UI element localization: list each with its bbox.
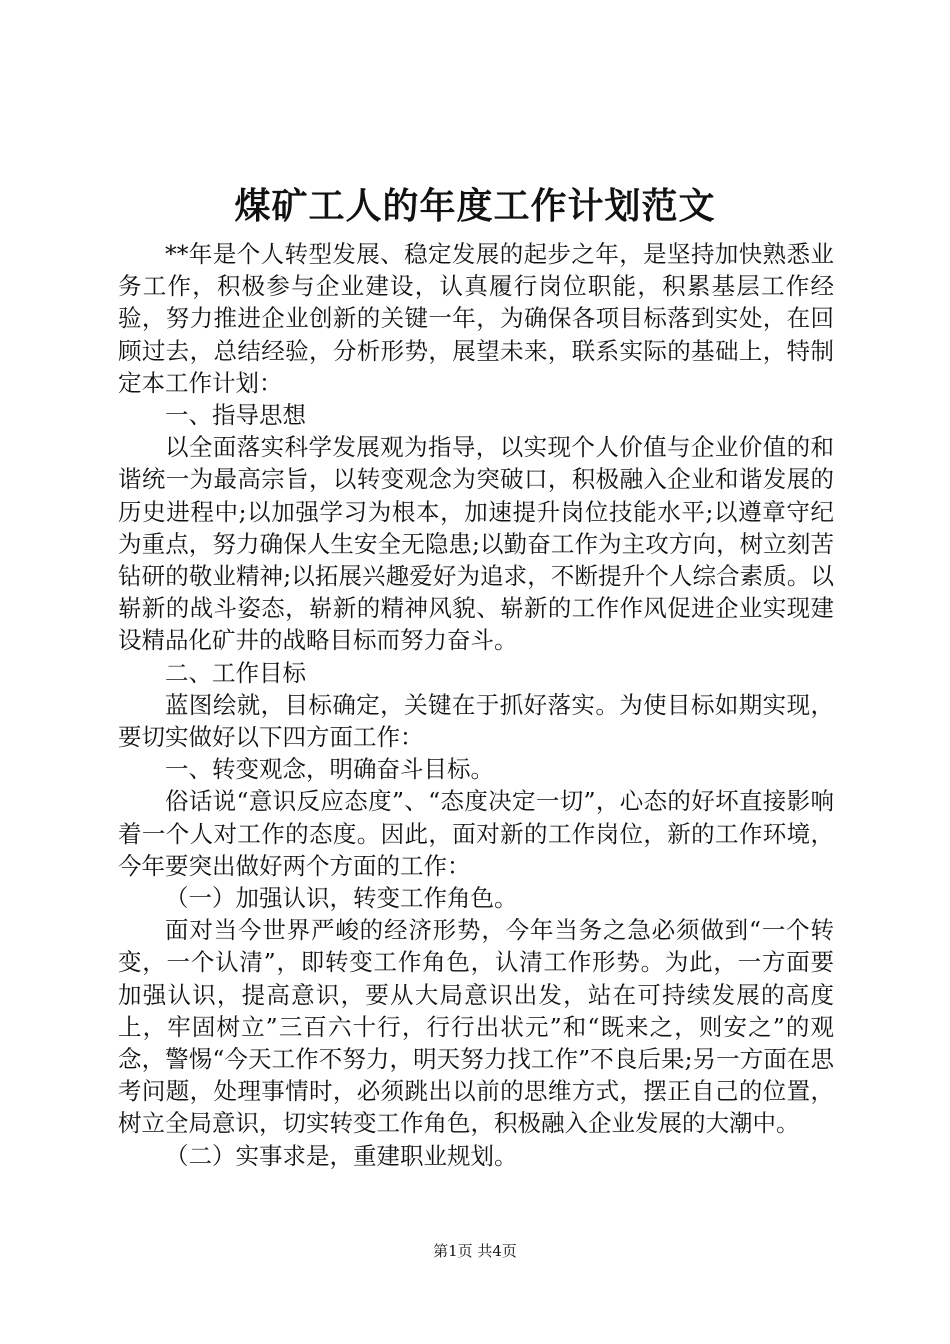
strengthen-awareness-paragraph: 面对当今世界严峻的经济形势，今年当务之急必须做到“一个转变，一个认清”，即转变工作角色，认清工作形势。为此，一方面要加强认识，提高意识，要从大局意识出发，站在可持续发展的高度上，牢固树立”三百六十行，行行出状元”和“既来之，则安之”的观念，警惕“今天工作不努力，明天努力找工作”不良后果;另一方面在思考问题，处理事情时，必须跳出以前的思维方式，摆正自己的位置，树立全局意识，切实转变工作角色，积极融入企业发展的大潮中。 bbox=[118, 916, 834, 1138]
work-goals-paragraph: 蓝图绘就，目标确定，关键在于抓好落实。为使目标如期实现，要切实做好以下四方面工作： bbox=[118, 690, 834, 752]
document-body bbox=[118, 238, 834, 1172]
change-mindset-paragraph: 俗话说“意识反应态度”、“态度决定一切”，心态的好坏直接影响着一个人对工作的态度。因此，面对新的工作岗位，新的工作环境，今年要突出做好两个方面的工作： bbox=[118, 787, 834, 880]
intro-paragraph: **年是个人转型发展、稳定发展的起步之年，是坚持加快熟悉业务工作，积极参与企业建设，认真履行岗位职能，积累基层工作经验，努力推进企业创新的关键一年，为确保各项目标落到实处，在回顾过去，总结经验，分析形势，展望未来，联系实际的基础上，特制定本工作计划： bbox=[118, 240, 834, 397]
subsection-heading-change-mindset: 一、转变观念，明确奋斗目标。 bbox=[165, 755, 494, 784]
section-heading-work-goals: 二、工作目标 bbox=[165, 658, 306, 687]
guiding-thought-paragraph: 以全面落实科学发展观为指导，以实现个人价值与企业价值的和谐统一为最高宗旨，以转变观念为突破口，积极融入企业和谐发展的历史进程中;以加强学习为根本，加速提升岗位技能水平;以遵章守纪为重点，努力确保人生安全无隐患;以勤奋工作为主攻方向，树立刻苦钻研的敬业精神;以拓展兴趣爱好为追求，不断提升个人综合素质。以崭新的战斗姿态，崭新的精神风貌、崭新的工作作风促进企业实现建设精品化矿井的战略目标而努力奋斗。 bbox=[118, 433, 834, 655]
item-heading-strengthen-awareness: （一）加强认识，转变工作角色。 bbox=[165, 884, 518, 913]
document-title: 煤矿工人的年度工作计划范文 bbox=[234, 185, 716, 227]
section-heading-guiding-thought: 一、指导思想 bbox=[165, 401, 306, 430]
page-footer: 第1页 共4页 bbox=[433, 1242, 517, 1260]
item-heading-career-planning: （二）实事求是，重建职业规划。 bbox=[165, 1141, 518, 1170]
